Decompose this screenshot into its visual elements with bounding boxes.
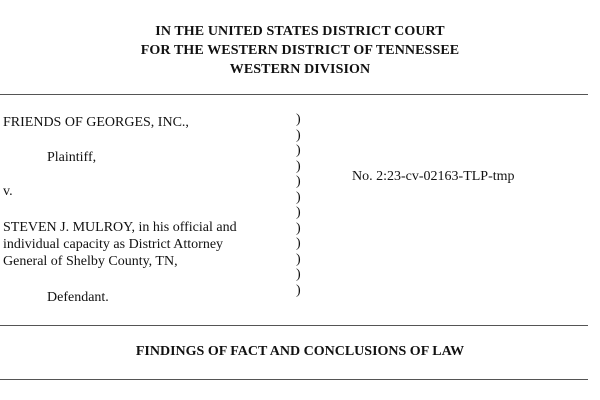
caption-paren: ) xyxy=(296,251,301,267)
caption-paren: ) xyxy=(296,267,301,282)
defendant-name-line: STEVEN J. MULROY, in his official and xyxy=(3,220,237,235)
case-number: No. 2:23-cv-02163-TLP-tmp xyxy=(352,169,515,184)
caption-paren: ) xyxy=(296,189,301,205)
caption-paren: ) xyxy=(296,174,301,189)
court-header xyxy=(0,22,600,79)
court-name-line: IN THE UNITED STATES DISTRICT COURT xyxy=(155,24,445,39)
court-division-line: WESTERN DIVISION xyxy=(229,62,371,77)
plaintiff-role: Plaintiff, xyxy=(47,150,97,165)
plaintiff-name: FRIENDS OF GEORGES, INC., xyxy=(3,115,189,130)
defendant-capacity-line: individual capacity as District Attorney xyxy=(3,237,224,252)
caption-paren: ) xyxy=(296,127,301,143)
caption-paren: ) xyxy=(296,143,301,158)
caption-bottom-divider xyxy=(0,325,588,326)
document-title: FINDINGS OF FACT AND CONCLUSIONS OF LAW xyxy=(135,344,465,359)
caption-paren: ) xyxy=(296,282,301,298)
defendant-role: Defendant. xyxy=(47,290,109,305)
defendant-office-line: General of Shelby County, TN, xyxy=(3,254,178,269)
caption-paren: ) xyxy=(296,112,301,127)
title-divider xyxy=(0,379,588,380)
caption-top-divider xyxy=(0,94,588,95)
caption-paren: ) xyxy=(296,205,301,220)
caption-paren: ) xyxy=(296,220,301,236)
caption-paren-column xyxy=(296,112,301,298)
versus-label: v. xyxy=(3,184,13,199)
caption-paren: ) xyxy=(296,158,301,174)
caption-paren: ) xyxy=(296,236,301,251)
court-district-line: FOR THE WESTERN DISTRICT OF TENNESSEE xyxy=(140,43,460,58)
